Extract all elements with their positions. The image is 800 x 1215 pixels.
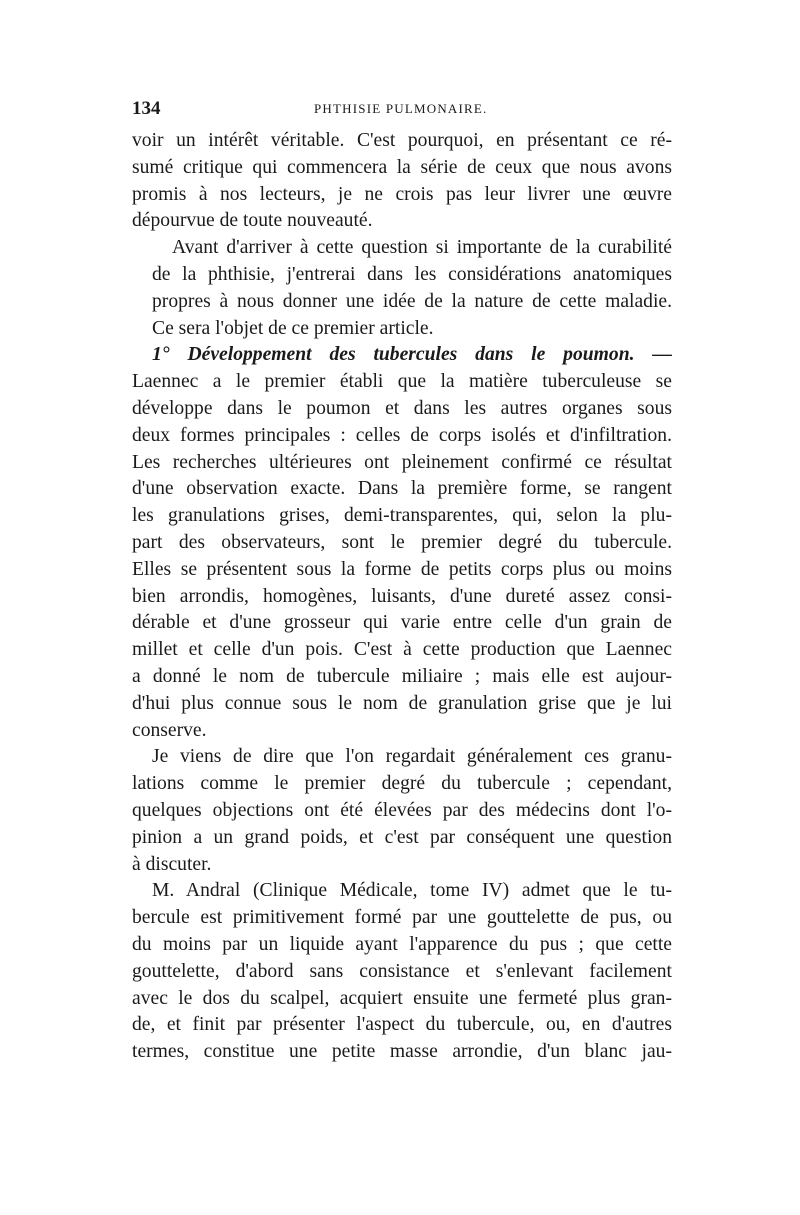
text-line: voir un intérêt véritable. C'est pourquoi, en présentant ce ré- (132, 130, 672, 151)
text-line: bien arrondis, homogènes, luisants, d'une dureté assez consi- (132, 585, 672, 607)
paragraph-5 (132, 878, 672, 1066)
text-line: Elles se présentent sous la forme de petits corps plus ou moins (132, 558, 672, 580)
text-line: part des observateurs, sont le premier degré du tubercule. (132, 531, 672, 553)
text-line: promis à nos lecteurs, je ne crois pas leur livrer une œuvre (132, 183, 672, 205)
text-line: dépourvue de toute nouveauté. (132, 210, 373, 232)
paragraph-1 (132, 128, 672, 235)
text-line: deux formes principales : celles de corps isolés et d'infiltration. (132, 424, 672, 446)
text-line: de, et finit par présenter l'aspect du tubercule, ou, en d'autres (132, 1014, 672, 1036)
text-line: à discuter. (132, 853, 212, 875)
section-heading: 1° Développement des tubercules dans le poumon. — (152, 344, 672, 366)
running-title: PHTHISIE PULMONAIRE. (314, 101, 488, 116)
body-text (132, 128, 672, 1066)
text-line: pinion a un grand poids, et c'est par conséquent une question (132, 826, 672, 848)
text-line: conserve. (132, 719, 207, 741)
text-line: Laennec a le premier établi que la matière tuberculeuse se (132, 371, 672, 393)
text-line: dérable et d'une grosseur qui varie entre celle d'un grain de (132, 612, 672, 634)
text-line: Avant d'arriver à cette question si importante de la curabilité (172, 237, 672, 259)
text-line: développe dans le poumon et dans les autres organes sous (132, 397, 672, 419)
text-line: a donné le nom de tubercule miliaire ; mais elle est aujour- (132, 665, 672, 687)
text-line: propres à nous donner une idée de la nature de cette maladie. (152, 290, 672, 312)
paragraph-2 (132, 235, 672, 342)
text-line: sumé critique qui commencera la série de ceux que nous avons (132, 156, 672, 178)
text-line: Je viens de dire que l'on regardait généralement ces granu- (152, 746, 672, 768)
text-line: d'hui plus connue sous le nom de granulation grise que je lui (132, 692, 672, 714)
text-line: quelques objections ont été élevées par des médecins dont l'o- (132, 799, 672, 821)
paragraph-4 (132, 744, 672, 878)
paragraph-3 (132, 342, 672, 744)
text-line: millet et celle d'un pois. C'est à cette production que Laennec (132, 639, 672, 661)
page-number: 134 (132, 98, 161, 119)
text-line: les granulations grises, demi-transparentes, qui, selon la plu- (132, 505, 672, 527)
text-line: lations comme le premier degré du tubercule ; cependant, (132, 773, 672, 795)
text-line: d'une observation exacte. Dans la première forme, se rangent (132, 478, 672, 500)
text-line: Ce sera l'objet de ce premier article. (152, 317, 434, 339)
text-line: M. Andral (Clinique Médicale, tome IV) admet que le tu- (152, 880, 672, 902)
text-line: Les recherches ultérieures ont pleinement confirmé ce résultat (132, 451, 672, 473)
text-line: du moins par un liquide ayant l'apparence du pus ; que cette (132, 933, 672, 955)
text-line: de la phthisie, j'entrerai dans les considérations anatomiques (152, 263, 672, 285)
text-line: termes, constitue une petite masse arrondie, d'un blanc jau- (132, 1041, 672, 1063)
text-line: gouttelette, d'abord sans consistance et s'enlevant facilement (132, 960, 672, 982)
text-line: avec le dos du scalpel, acquiert ensuite une fermeté plus gran- (132, 987, 672, 1009)
text-line: bercule est primitivement formé par une gouttelette de pus, ou (132, 907, 672, 929)
page-header (132, 98, 672, 122)
